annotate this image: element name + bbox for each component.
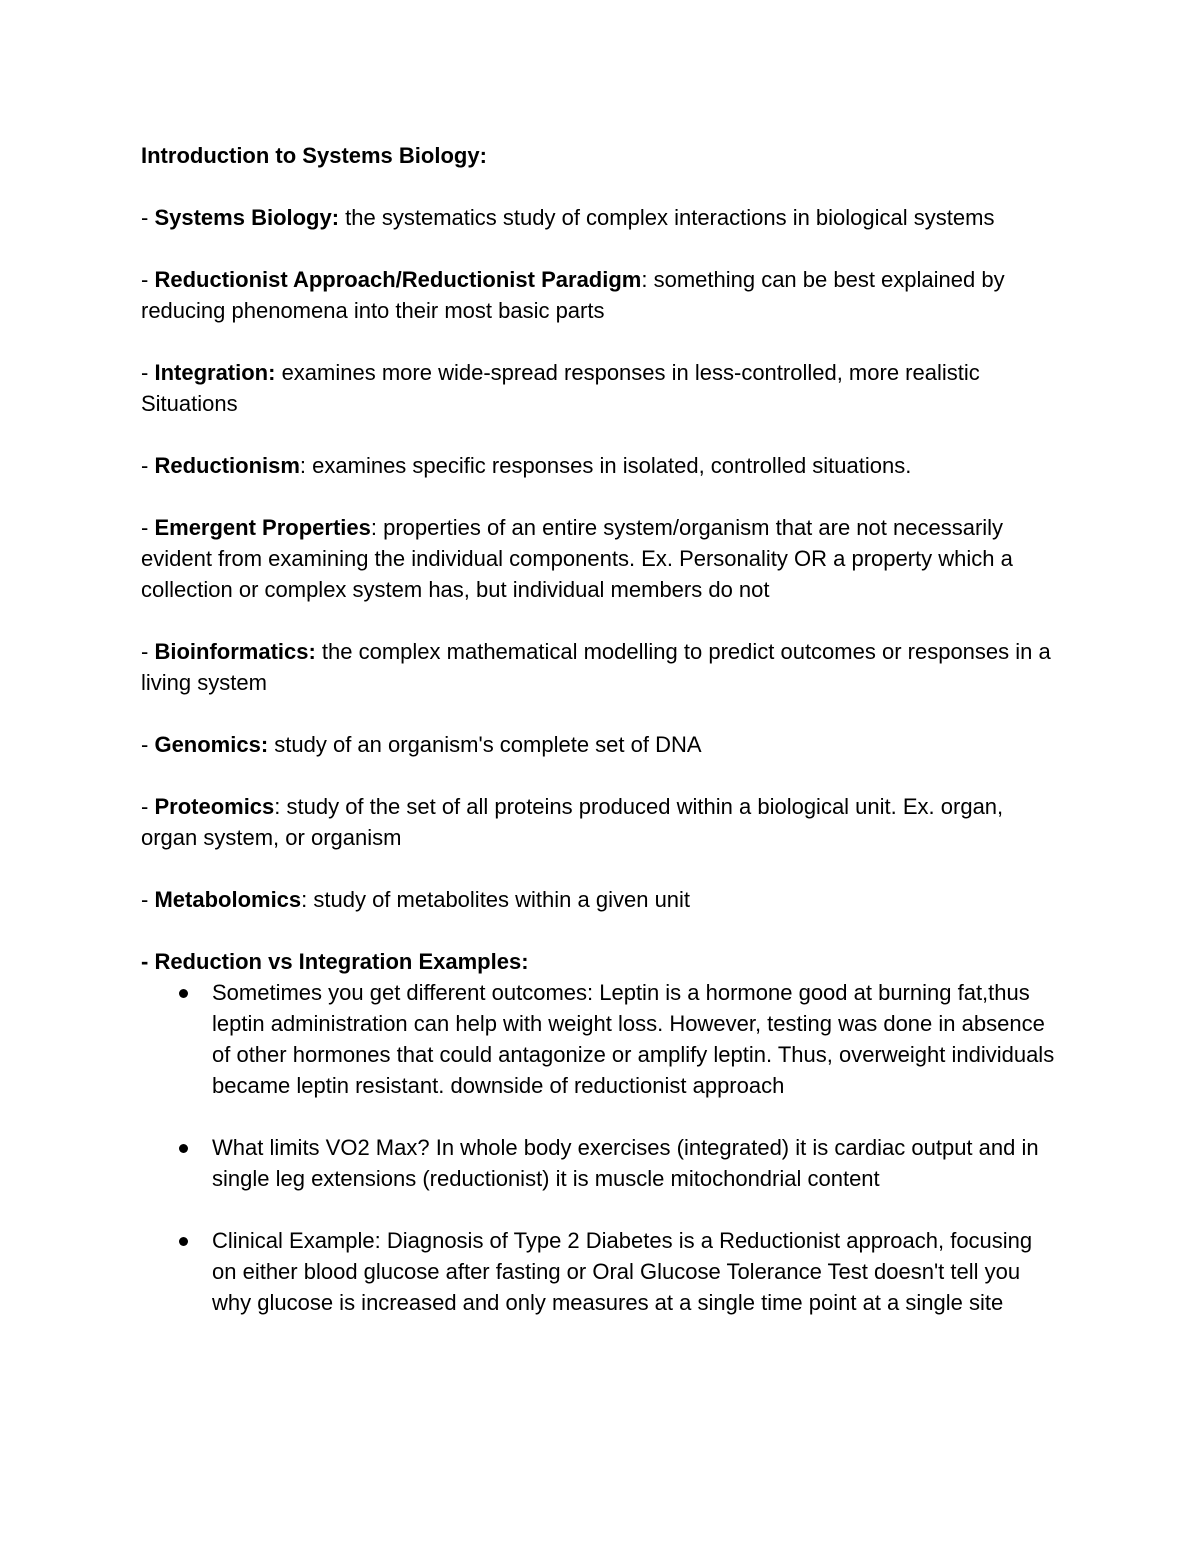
definition-text: : properties of an entire system/organism that are not necessarily evident from examining the individual components. Ex. Personality OR a property which a collection or complex system has, but individual members do not [141, 515, 1013, 602]
definition-proteomics [141, 791, 1061, 853]
definition-term: Metabolomics [154, 887, 302, 912]
definition-bioinformatics [141, 636, 1061, 698]
definition-term: Reductionism [154, 453, 300, 478]
definition-term: Reductionist Approach/Reductionist Paradigm [154, 267, 642, 292]
examples-list [141, 977, 1061, 1318]
definition-reductionist-approach [141, 264, 1061, 326]
definition-reductionism [141, 450, 1061, 481]
bullet-icon [179, 1237, 188, 1246]
entry-prefix: - [141, 453, 155, 478]
definition-emergent-properties [141, 512, 1061, 605]
entry-prefix: - [141, 267, 155, 292]
definition-text: the complex mathematical modelling to predict outcomes or responses in a living system [141, 639, 1051, 695]
entry-prefix: - [141, 794, 155, 819]
definition-text: examines more wide-spread responses in less-controlled, more realistic Situations [141, 360, 980, 416]
definition-term: Integration: [154, 360, 276, 385]
definition-text: : study of the set of all proteins produced within a biological unit. Ex. organ, organ system, or organism [141, 794, 1004, 850]
definition-text: study of an organism's complete set of DNA [268, 732, 702, 757]
definition-term: Systems Biology: [154, 205, 340, 230]
definition-systems-biology [141, 202, 1061, 233]
bullet-icon [179, 989, 188, 998]
entry-prefix: - [141, 515, 155, 540]
entry-prefix: - [141, 732, 155, 757]
example-text: What limits VO2 Max? In whole body exercises (integrated) it is cardiac output and in single leg extensions (reductionist) it is muscle mitochondrial content [212, 1135, 1039, 1191]
definition-term: Bioinformatics: [154, 639, 316, 664]
definition-metabolomics [141, 884, 1061, 915]
list-item [141, 977, 1061, 1101]
example-text: Sometimes you get different outcomes: Leptin is a hormone good at burning fat,thus leptin administration can help with weight loss. However, testing was done in absence of other hormones that could antagonize or amplify leptin. Thus, overweight individuals became leptin resistant. downside of reductionist approach [212, 980, 1055, 1098]
entry-prefix: - [141, 639, 155, 664]
definition-text: the systematics study of complex interactions in biological systems [339, 205, 995, 230]
definition-text: : something can be best explained by reducing phenomena into their most basic parts [141, 267, 1005, 323]
definition-integration [141, 357, 1061, 419]
definition-genomics [141, 729, 1061, 760]
bullet-icon [179, 1144, 188, 1153]
definition-term: Proteomics [154, 794, 275, 819]
list-item [141, 1132, 1061, 1194]
page-title: Introduction to Systems Biology: [141, 143, 487, 168]
definition-text: : study of metabolites within a given unit [301, 887, 691, 912]
entry-prefix: - [141, 360, 155, 385]
example-text: Clinical Example: Diagnosis of Type 2 Diabetes is a Reductionist approach, focusing on either blood glucose after fasting or Oral Glucose Tolerance Test doesn't tell you why glucose is increased and only measures at a single time point at a single site [212, 1228, 1033, 1315]
definition-term: Genomics: [154, 732, 269, 757]
document-body [141, 140, 1061, 1349]
definition-text: : examines specific responses in isolated, controlled situations. [299, 453, 912, 478]
entry-prefix: - [141, 887, 155, 912]
definition-term: Emergent Properties [154, 515, 371, 540]
list-item [141, 1225, 1061, 1318]
examples-heading: - Reduction vs Integration Examples: [141, 949, 529, 974]
entry-prefix: - [141, 205, 155, 230]
